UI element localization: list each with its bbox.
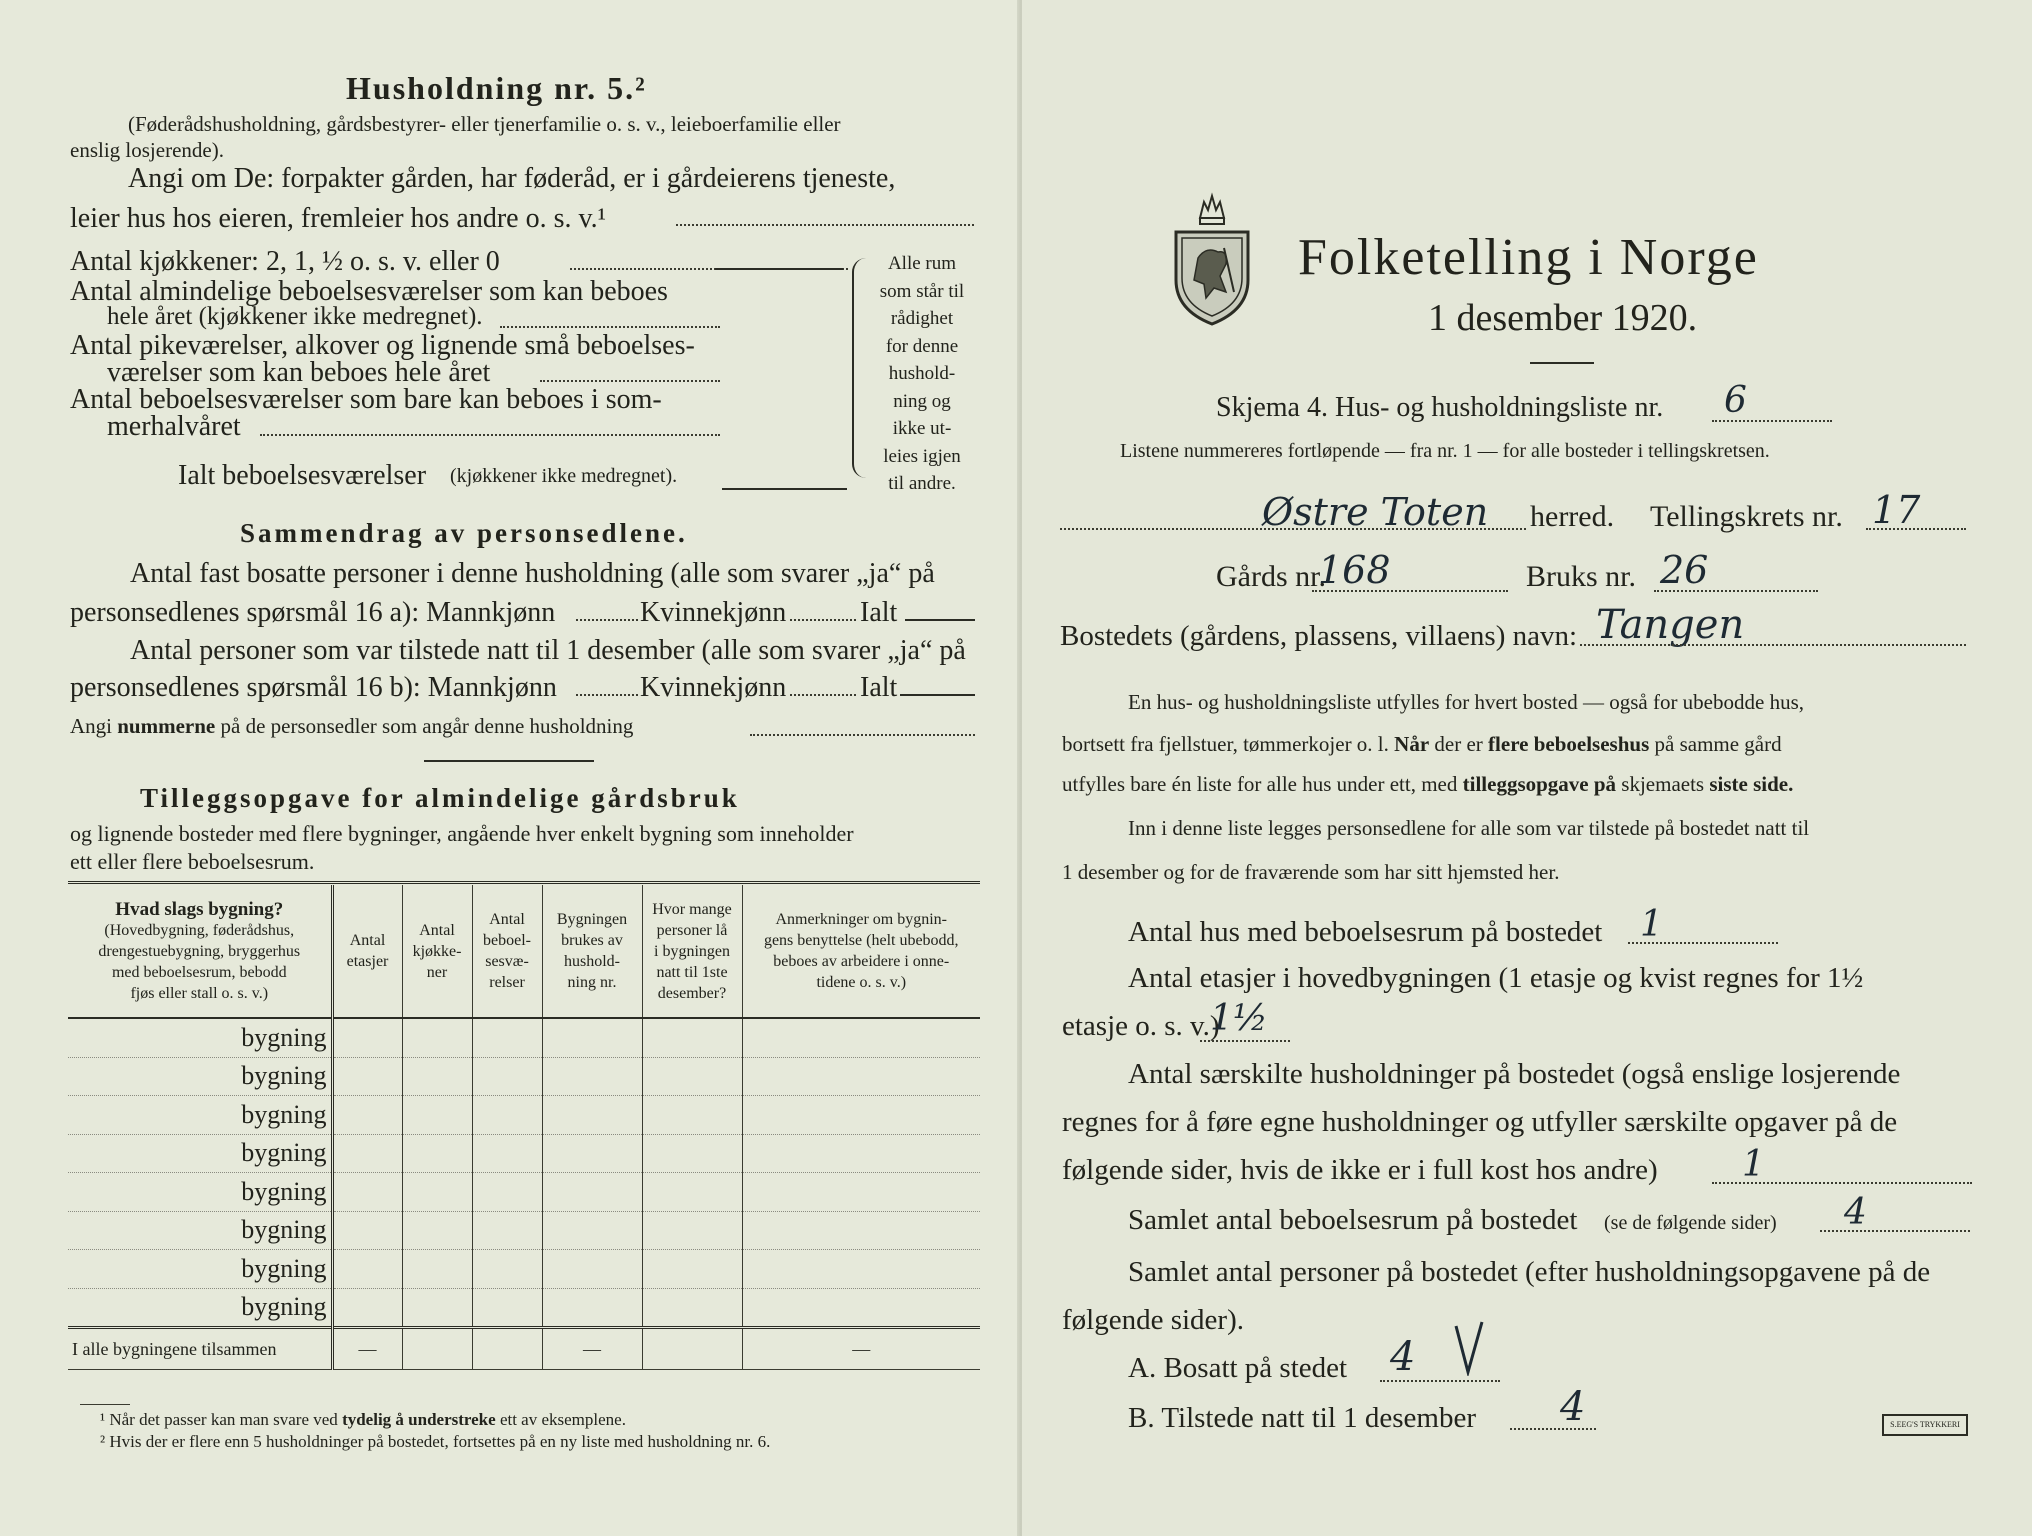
col-header-text: Antal: [349, 932, 386, 949]
rum-value[interactable]: 4: [1844, 1192, 1867, 1233]
col-header-text: beboel-: [483, 932, 531, 949]
table-cell[interactable]: [402, 1250, 472, 1289]
table-cell[interactable]: [742, 1250, 980, 1289]
col-header-text: i bygningen: [654, 942, 730, 960]
coat-of-arms-icon: [1170, 188, 1254, 328]
table-cell[interactable]: [542, 1288, 642, 1328]
table-cell[interactable]: [642, 1134, 742, 1173]
q-rooms-b: hele året (kjøkkener ikke medregnet).: [107, 303, 483, 330]
footnote-2: ² Hvis der er flere enn 5 husholdninger på bostedet, fortsettes på en ny liste med husholdning nr. 6.: [100, 1432, 771, 1451]
table-cell[interactable]: [472, 1211, 542, 1250]
rum-label: Samlet antal beboelsesrum på bostedet: [1128, 1204, 1578, 1236]
col-header-text: hushold-: [564, 953, 620, 970]
para1-bold: flere beboelseshus: [1488, 732, 1650, 756]
side-note-line: ning og: [893, 390, 951, 412]
total-household: —: [542, 1328, 642, 1370]
table-cell[interactable]: [742, 1173, 980, 1212]
table-cell[interactable]: [742, 1134, 980, 1173]
summary-title: Sammendrag av personsedlene.: [240, 518, 688, 548]
q-kitchens: Antal kjøkkener: 2, 1, ½ o. s. v. eller 0: [70, 246, 500, 277]
para1-line2: [1062, 732, 1782, 757]
hush-answer-line: [1712, 1182, 1972, 1184]
table-cell[interactable]: [742, 1057, 980, 1096]
summary-1-women-answer[interactable]: [790, 619, 856, 621]
col-header-text: Bygningen: [556, 911, 628, 928]
q-small-rooms-b: værelser som kan beboes hele året: [107, 357, 491, 388]
table-cell[interactable]: [332, 1173, 402, 1212]
col-header-text: ning nr.: [567, 974, 617, 991]
table-cell[interactable]: [742, 1096, 980, 1135]
footnote-1: [100, 1410, 626, 1430]
table-cell[interactable]: [742, 1018, 980, 1057]
title-rule: [1530, 362, 1594, 364]
table-cell[interactable]: [332, 1211, 402, 1250]
col-header-text: Hvor mange: [652, 900, 732, 918]
table-cell[interactable]: [472, 1288, 542, 1328]
table-row: [68, 1018, 980, 1057]
etasjer-line1: Antal etasjer i hovedbygningen (1 etasje og kvist regnes for 1½: [1128, 962, 1864, 994]
pers-line2: følgende sider).: [1062, 1304, 1244, 1336]
tilstede-value[interactable]: 4: [1560, 1384, 1586, 1430]
total-kitchens[interactable]: [402, 1328, 472, 1370]
checkmark-icon: [1452, 1320, 1486, 1376]
supplement-line-2: ett eller flere beboelsesrum.: [70, 849, 315, 874]
hus-answer-line: [1628, 942, 1778, 944]
table-cell[interactable]: [542, 1134, 642, 1173]
hus-label: Antal hus med beboelsesrum på bostedet: [1128, 916, 1603, 948]
row-label: bygning: [68, 1018, 332, 1057]
table-cell[interactable]: [402, 1096, 472, 1135]
herred-value[interactable]: Østre Toten: [1262, 490, 1489, 534]
table-cell[interactable]: [742, 1288, 980, 1328]
col-header-text: natt til 1ste: [656, 963, 728, 981]
table-cell[interactable]: [472, 1096, 542, 1135]
side-note-line: Alle rum: [887, 253, 957, 274]
buildings-table: [68, 885, 980, 1370]
total-remarks: —: [742, 1328, 980, 1370]
para2-line1: Inn i denne liste legges personsedlene for alle som var tilstede på bostedet natt til: [1128, 816, 1810, 840]
divider: [424, 760, 594, 762]
table-cell[interactable]: [642, 1096, 742, 1135]
row-label: bygning: [68, 1173, 332, 1212]
col-header-text: relser: [489, 974, 525, 991]
table-total-row: [68, 1328, 980, 1370]
para1-text: der er: [1434, 732, 1483, 756]
para1-bold: tilleggsopgave på: [1462, 772, 1617, 796]
krets-label: Tellingskrets nr.: [1650, 500, 1843, 533]
table-cell[interactable]: [472, 1018, 542, 1057]
row-label: bygning: [68, 1288, 332, 1328]
total-label: I alle bygningene tilsammen: [68, 1328, 332, 1370]
table-row: [68, 1057, 980, 1096]
angi-numbers-1: Angi: [70, 714, 112, 738]
summary-2-total-answer[interactable]: [900, 694, 975, 696]
skjema-value[interactable]: 6: [1724, 380, 1747, 421]
q-rooms-dots: [500, 326, 720, 328]
col-header-text: drengestuebygning, bryggerhus: [98, 942, 301, 960]
table-top-rule: [68, 881, 980, 884]
table-row: [68, 1288, 980, 1328]
q-small-rooms-dots: [540, 380, 720, 382]
gards-label: Gårds nr.: [1216, 560, 1326, 593]
table-cell[interactable]: [332, 1096, 402, 1135]
rum-note: (se de følgende sider): [1604, 1212, 1777, 1234]
bruks-value[interactable]: 26: [1660, 548, 1709, 592]
table-row: [68, 1096, 980, 1135]
hush-value[interactable]: 1: [1742, 1144, 1765, 1185]
intro-line-1: (Føderådshusholdning, gårdsbestyrer- eller tjenerfamilie o. s. v., leieboerfamilie eller: [128, 112, 841, 136]
gards-value[interactable]: 168: [1318, 548, 1391, 592]
table-cell[interactable]: [402, 1134, 472, 1173]
col-header-persons: [642, 885, 742, 1018]
para1-text: utfylles bare én liste for alle hus under ett, med: [1062, 772, 1458, 796]
row-label: bygning: [68, 1211, 332, 1250]
col-header-text: gens benyttelse (helt ubebodd,: [763, 932, 959, 949]
herred-label: herred.: [1530, 500, 1615, 533]
para1-line3: [1062, 772, 1793, 797]
side-note-line: som står til: [879, 280, 965, 302]
etasjer-answer-line: [1200, 1040, 1290, 1042]
hus-value[interactable]: 1: [1640, 904, 1663, 945]
summary-line-1a: Antal fast bosatte personer i denne husholdning (alle som svarer „ja“ på: [130, 558, 935, 589]
col-header-floors: [332, 885, 402, 1018]
tilstede-answer-line: [1510, 1428, 1596, 1430]
total-floors: —: [332, 1328, 402, 1370]
supplement-line-1: og lignende bosteder med flere bygninger, angående hver enkelt bygning som inneholder: [70, 821, 854, 846]
q-summer-dots: [260, 434, 720, 436]
total-rooms[interactable]: [472, 1328, 542, 1370]
col-header-building: [68, 885, 332, 1018]
col-header-kitchens: [402, 885, 472, 1018]
col-header-rooms: [472, 885, 542, 1018]
col-header-text: brukes av: [561, 932, 623, 949]
table-cell[interactable]: [472, 1173, 542, 1212]
table-cell[interactable]: [402, 1211, 472, 1250]
side-note-line: for denne: [885, 335, 959, 357]
table-cell[interactable]: [542, 1018, 642, 1057]
col-header-text: tidene o. s. v.): [816, 974, 907, 991]
table-cell[interactable]: [472, 1057, 542, 1096]
summary-2-women-answer[interactable]: [790, 694, 856, 696]
tilstede-label: B. Tilstede natt til 1 desember: [1128, 1402, 1476, 1434]
brace-icon: [852, 258, 866, 478]
q-summer-b: merhalvåret: [107, 411, 241, 442]
total-persons[interactable]: [642, 1328, 742, 1370]
para2-line2: 1 desember og for de fraværende som har sitt hjemsted her.: [1062, 860, 1560, 884]
side-note-line: rådighet: [890, 308, 954, 329]
bosted-value[interactable]: Tangen: [1596, 602, 1745, 648]
angi-numbers-2: nummerne: [117, 714, 216, 738]
hush-line3: følgende sider, hvis de ikke er i full kost hos andre): [1062, 1154, 1658, 1186]
para1-bold: Når: [1394, 732, 1430, 756]
q-total-answer[interactable]: [722, 488, 847, 490]
bosatt-answer-line: [1380, 1380, 1500, 1382]
summary-2-men-answer[interactable]: [576, 694, 638, 696]
census-title: Folketelling i Norge: [1298, 229, 1759, 286]
table-cell[interactable]: [332, 1288, 402, 1328]
table-row: [68, 1211, 980, 1250]
summary-line-2a: Antal personer som var tilstede natt til 1 desember (alle som svarer „ja“ på: [130, 635, 966, 666]
table-cell[interactable]: [402, 1018, 472, 1057]
summary-line-1b: personsedlenes spørsmål 16 a): Mannkjønn: [70, 597, 556, 628]
table-row: [68, 1250, 980, 1289]
row-label: bygning: [68, 1250, 332, 1289]
angi-numbers-answer[interactable]: [750, 734, 975, 736]
table-cell[interactable]: [542, 1096, 642, 1135]
household-title: Husholdning nr. 5.²: [346, 70, 647, 106]
table-cell[interactable]: [742, 1211, 980, 1250]
intro-line-2: enslig losjerende).: [70, 138, 224, 162]
table-cell[interactable]: [542, 1057, 642, 1096]
col-header-text: (Hovedbygning, føderådshus,: [104, 921, 295, 939]
gards-answer-line: [1312, 590, 1508, 592]
footnote-rule: [80, 1404, 130, 1405]
table-cell[interactable]: [402, 1288, 472, 1328]
col-header-text: fjøs eller stall o. s. v.): [130, 984, 269, 1002]
table-cell[interactable]: [642, 1211, 742, 1250]
para1-text: på samme gård: [1654, 732, 1782, 756]
bosted-label: Bostedets (gårdens, plassens, villaens) navn:: [1060, 620, 1578, 652]
side-note-line: hushold-: [888, 363, 956, 384]
side-note-line: til andre.: [888, 473, 956, 494]
krets-answer-line: [1866, 528, 1966, 530]
col-header-text: Antal: [419, 921, 455, 939]
hush-line2: regnes for å føre egne husholdninger og utfyller særskilte opgaver på de: [1062, 1106, 1898, 1138]
table-cell[interactable]: [542, 1250, 642, 1289]
summary-2-women-label: Kvinnekjønn: [640, 672, 787, 703]
q-small-rooms-a: Antal pikeværelser, alkover og lignende små beboelses-: [70, 330, 695, 361]
footnote-1-a: ¹ Når det passer kan man svare ved: [100, 1410, 338, 1429]
col-header-remarks: [742, 885, 980, 1018]
summary-line-2b: personsedlenes spørsmål 16 b): Mannkjønn: [70, 672, 557, 703]
col-header-text: Hvad slags bygning?: [115, 898, 284, 920]
side-note-line: ikke ut-: [892, 418, 952, 439]
bruks-answer-line: [1654, 590, 1818, 592]
angi-line-2: leier hus hos eieren, fremleier hos andre o. s. v.¹: [70, 203, 607, 234]
pers-line1: Samlet antal personer på bostedet (efter husholdningsopgavene på de: [1128, 1256, 1931, 1288]
table-cell[interactable]: [472, 1250, 542, 1289]
printer-stamp: S.EEG'S TRYKKERI: [1882, 1414, 1968, 1436]
para1-text: bortsett fra fjellstuer, tømmerkojer o. l.: [1062, 732, 1389, 756]
para1-line1: En hus- og husholdningsliste utfylles for hvert bosted — også for ubebodde hus,: [1128, 690, 1804, 714]
col-header-text: beboes av arbeidere i onne-: [773, 953, 950, 970]
q-rooms-a: Antal almindelige beboelsesværelser som kan beboes: [70, 276, 668, 307]
table-cell[interactable]: [642, 1288, 742, 1328]
table-cell[interactable]: [642, 1057, 742, 1096]
etasjer-line2: etasje o. s. v.): [1062, 1010, 1220, 1042]
table-cell[interactable]: [332, 1018, 402, 1057]
skjema-label: Skjema 4. Hus- og husholdningsliste nr.: [1216, 392, 1664, 423]
summary-1-women-label: Kvinnekjønn: [640, 597, 787, 628]
etasjer-value[interactable]: 1½: [1210, 998, 1268, 1039]
bosatt-label: A. Bosatt på stedet: [1128, 1352, 1348, 1384]
rum-answer-line: [1820, 1230, 1970, 1232]
col-header-text: ner: [426, 963, 448, 981]
col-header-text: personer lå: [656, 921, 728, 939]
hush-line1: Antal særskilte husholdninger på bostedet (også enslige losjerende: [1128, 1058, 1901, 1090]
summary-1-men-answer[interactable]: [576, 619, 638, 621]
bosted-answer-line: [1580, 644, 1966, 646]
q-total-note: (kjøkkener ikke medregnet).: [450, 465, 678, 487]
para1-bold: siste side.: [1709, 772, 1794, 796]
listene-note: Listene nummereres fortløpende — fra nr. 1 — for alle bosteder i tellingskretsen.: [1120, 440, 1770, 462]
col-header-text: Antal: [489, 911, 525, 928]
table-header-row: [68, 885, 980, 1018]
col-header-text: sesvæ-: [485, 953, 529, 970]
q-summer-a: Antal beboelsesværelser som bare kan beboes i som-: [70, 384, 662, 415]
q-kitchens-answer[interactable]: [715, 268, 843, 270]
supplement-title: Tilleggsopgave for almindelige gårdsbruk: [140, 783, 740, 813]
table-cell[interactable]: [402, 1057, 472, 1096]
q-total: Ialt beboelsesværelser: [178, 460, 427, 491]
angi-answer-line[interactable]: [676, 224, 974, 226]
table-cell[interactable]: [472, 1134, 542, 1173]
row-label: bygning: [68, 1057, 332, 1096]
census-date: 1 desember 1920.: [1428, 297, 1698, 339]
table-cell[interactable]: [642, 1250, 742, 1289]
summary-2-total-label: Ialt: [860, 672, 898, 703]
col-header-text: Anmerkninger om bygnin-: [775, 911, 948, 928]
side-note-line: leies igjen: [883, 445, 961, 467]
angi-line-1: Angi om De: forpakter gården, har føderåd, er i gårdeierens tjeneste,: [128, 163, 896, 194]
col-header-text: desember?: [657, 984, 727, 1002]
col-header-text: med beboelsesrum, bebodd: [111, 963, 287, 981]
table-cell[interactable]: [642, 1018, 742, 1057]
table-cell[interactable]: [642, 1173, 742, 1212]
footnote-1-c: ett av eksemplene.: [499, 1410, 626, 1429]
bruks-label: Bruks nr.: [1526, 560, 1637, 593]
table-row: [68, 1173, 980, 1212]
summary-1-total-label: Ialt: [860, 597, 898, 628]
side-note: [868, 250, 976, 498]
herred-answer-line: [1060, 528, 1526, 530]
table-cell[interactable]: [542, 1173, 642, 1212]
row-label: bygning: [68, 1096, 332, 1135]
summary-1-total-answer[interactable]: [905, 619, 975, 621]
col-header-text: kjøkke-: [412, 942, 462, 960]
table-cell[interactable]: [542, 1211, 642, 1250]
krets-value[interactable]: 17: [1872, 488, 1921, 532]
para1-text: skjemaets: [1621, 772, 1705, 796]
table-cell[interactable]: [402, 1173, 472, 1212]
col-header-household: [542, 885, 642, 1018]
angi-numbers-3: på de personsedler som angår denne husholdning: [220, 714, 634, 738]
bosatt-value[interactable]: 4: [1390, 1334, 1416, 1380]
footnote-1-b: tydelig å understreke: [342, 1410, 496, 1429]
table-row: [68, 1134, 980, 1173]
table-cell[interactable]: [332, 1057, 402, 1096]
table-cell[interactable]: [332, 1134, 402, 1173]
angi-numbers: [70, 714, 633, 739]
table-cell[interactable]: [332, 1250, 402, 1289]
skjema-answer-line: [1712, 420, 1832, 422]
col-header-text: etasjer: [346, 953, 389, 970]
row-label: bygning: [68, 1134, 332, 1173]
